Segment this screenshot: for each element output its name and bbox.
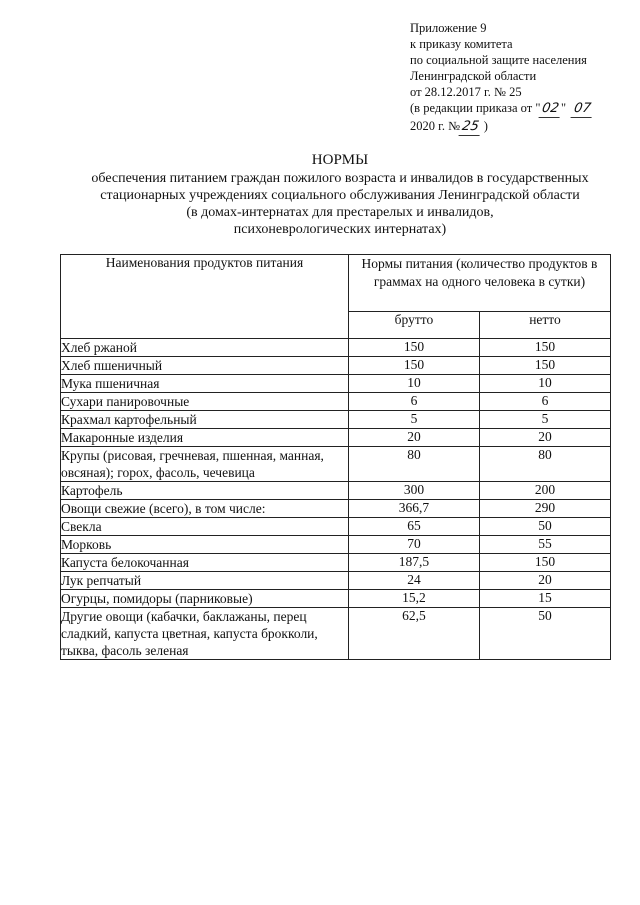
edition-year: 2020 г. № <box>410 119 461 133</box>
product-name: Свекла <box>61 518 349 536</box>
table-row <box>61 429 611 447</box>
table-row <box>61 393 611 411</box>
gross-value: 150 <box>348 357 479 375</box>
table-row <box>61 411 611 429</box>
net-value: 150 <box>479 554 610 572</box>
product-name: Сухари панировочные <box>61 393 349 411</box>
gross-value: 6 <box>348 393 479 411</box>
net-value: 10 <box>479 375 610 393</box>
table-row <box>61 482 611 500</box>
gross-value: 15,2 <box>348 590 479 608</box>
net-value: 50 <box>479 518 610 536</box>
table-row <box>61 339 611 357</box>
table-row <box>61 554 611 572</box>
gross-value: 65 <box>348 518 479 536</box>
product-name: Мука пшеничная <box>61 375 349 393</box>
header-product-name: Наименования продуктов питания <box>61 255 349 339</box>
appendix-number-line <box>410 118 630 136</box>
handwritten-number: 25 <box>459 119 483 136</box>
appendix-line: Приложение 9 <box>410 21 487 35</box>
net-value: 150 <box>479 357 610 375</box>
document-title <box>40 152 640 238</box>
gross-value: 80 <box>348 447 479 482</box>
product-name: Крупы (рисовая, гречневая, пшенная, манная, овсяная); горох, фасоль, чечевица <box>61 447 349 482</box>
handwritten-month: 07 <box>571 101 595 118</box>
product-name: Картофель <box>61 482 349 500</box>
net-value: 15 <box>479 590 610 608</box>
net-value: 20 <box>479 572 610 590</box>
table-row <box>61 500 611 518</box>
gross-value: 300 <box>348 482 479 500</box>
table-row <box>61 536 611 554</box>
title-line: стационарных учреждениях социального обслуживания Ленинградской области <box>100 188 580 203</box>
table-row <box>61 357 611 375</box>
net-value: 5 <box>479 411 610 429</box>
product-name: Овощи свежие (всего), в том числе: <box>61 500 349 518</box>
net-value: 290 <box>479 500 610 518</box>
table-row <box>61 590 611 608</box>
net-value: 6 <box>479 393 610 411</box>
product-name: Другие овощи (кабачки, баклажаны, перец сладкий, капуста цветная, капуста брокколи, тыква, фасоль зеленая <box>61 608 349 660</box>
net-value: 150 <box>479 339 610 357</box>
product-name: Огурцы, помидоры (парниковые) <box>61 590 349 608</box>
edition-close: ) <box>483 119 488 133</box>
title-line: (в домах-интернатах для престарелых и инвалидов, <box>186 205 494 220</box>
handwritten-day: 02 <box>539 101 563 118</box>
net-value: 200 <box>479 482 610 500</box>
product-name: Хлеб пшеничный <box>61 357 349 375</box>
gross-value: 366,7 <box>348 500 479 518</box>
gross-value: 187,5 <box>348 554 479 572</box>
edition-prefix: (в редакции приказа от " <box>410 101 541 115</box>
appendix-line: к приказу комитета <box>410 37 513 51</box>
edition-quote: " <box>561 101 567 115</box>
appendix-edition-line <box>410 100 630 118</box>
table-row <box>61 375 611 393</box>
net-value: 80 <box>479 447 610 482</box>
product-name: Лук репчатый <box>61 572 349 590</box>
header-net: нетто <box>479 312 610 339</box>
gross-value: 62,5 <box>348 608 479 660</box>
product-name: Капуста белокочанная <box>61 554 349 572</box>
product-name: Морковь <box>61 536 349 554</box>
gross-value: 10 <box>348 375 479 393</box>
appendix-line: по социальной защите населения <box>410 53 587 67</box>
net-value: 20 <box>479 429 610 447</box>
net-value: 55 <box>479 536 610 554</box>
gross-value: 20 <box>348 429 479 447</box>
gross-value: 5 <box>348 411 479 429</box>
appendix-header <box>410 20 630 136</box>
appendix-line: от 28.12.2017 г. № 25 <box>410 85 522 99</box>
table-row <box>61 608 611 660</box>
header-gross: брутто <box>348 312 479 339</box>
norms-table <box>60 254 611 660</box>
table-body <box>61 339 611 660</box>
title-line: обеспечения питанием граждан пожилого возраста и инвалидов в государственных <box>91 171 589 186</box>
title-line: психоневрологических интернатах) <box>233 222 447 237</box>
table-row <box>61 447 611 482</box>
appendix-line: Ленинградской области <box>410 69 537 83</box>
gross-value: 70 <box>348 536 479 554</box>
table-row <box>61 572 611 590</box>
header-norms: Нормы питания (количество продуктов в граммах на одного человека в сутки) <box>348 255 610 312</box>
gross-value: 24 <box>348 572 479 590</box>
product-name: Хлеб ржаной <box>61 339 349 357</box>
gross-value: 150 <box>348 339 479 357</box>
product-name: Макаронные изделия <box>61 429 349 447</box>
title-main: НОРМЫ <box>311 152 369 168</box>
net-value: 50 <box>479 608 610 660</box>
product-name: Крахмал картофельный <box>61 411 349 429</box>
table-row <box>61 518 611 536</box>
